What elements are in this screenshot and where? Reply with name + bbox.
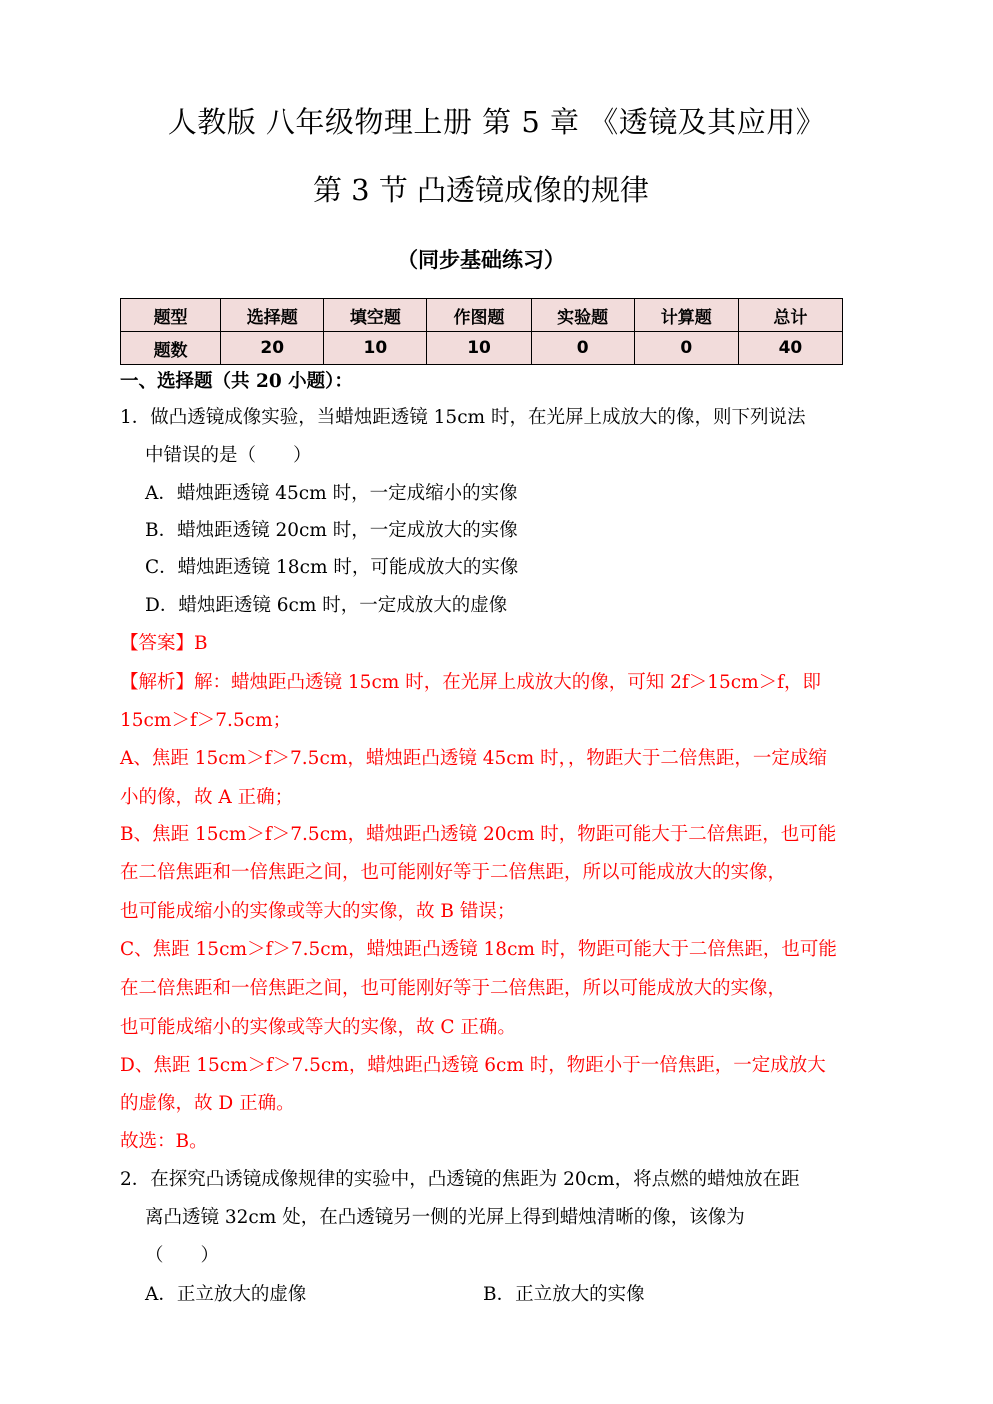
table-row: [121, 332, 843, 365]
table-cell: 0: [634, 332, 738, 365]
table-cell: 题型: [121, 299, 221, 332]
table-cell: 实验题: [531, 299, 634, 332]
analysis-line: 的虚像，故 D 正确。: [120, 1093, 295, 1114]
table-cell: 10: [324, 332, 427, 365]
question-1-option-d: D．蜡烛距透镜 6cm 时，一定成放大的虚像: [145, 595, 508, 616]
analysis-line: A、焦距 15cm＞f＞7.5cm，蜡烛距凸透镜 45cm 时，，物距大于二倍焦距，一定成缩: [120, 748, 827, 769]
document-title: 人教版 八年级物理上册 第 5 章 《透镜及其应用》: [167, 105, 826, 139]
question-2-stem-line: （ ）: [145, 1245, 220, 1266]
question-2-option-b: B．正立放大的实像: [483, 1284, 645, 1305]
question-1-stem-line: 中错误的是（ ）: [145, 445, 312, 466]
analysis-line: B、焦距 15cm＞f＞7.5cm，蜡烛距凸透镜 20cm 时，物距可能大于二倍焦距，也可能: [120, 824, 837, 845]
analysis-line: D、焦距 15cm＞f＞7.5cm，蜡烛距凸透镜 6cm 时，物距小于一倍焦距，一定成放大: [120, 1055, 826, 1076]
table-cell: 10: [427, 332, 531, 365]
analysis-line: C、焦距 15cm＞f＞7.5cm，蜡烛距凸透镜 18cm 时，物距可能大于二倍焦距，也可能: [120, 939, 837, 960]
analysis-line: 也可能成缩小的实像或等大的实像，故 B 错误；: [120, 901, 516, 922]
table-cell: 40: [738, 332, 842, 365]
analysis-line: 小的像，故 A 正确；: [120, 787, 294, 808]
table-cell: 题数: [121, 332, 221, 365]
question-1-option-c: C．蜡烛距透镜 18cm 时，可能成放大的实像: [145, 557, 519, 578]
analysis-tag: 【解析】: [120, 672, 195, 693]
answer-line: 【答案】B: [120, 633, 208, 654]
question-1-option-b: B．蜡烛距透镜 20cm 时，一定成放大的实像: [145, 520, 518, 541]
analysis-line: [120, 670, 821, 696]
table-cell: 选择题: [221, 299, 324, 332]
analysis-line: 在二倍焦距和一倍焦距之间，也可能刚好等于二倍焦距，所以可能成放大的实像，: [120, 978, 787, 999]
table-cell: 作图题: [427, 299, 531, 332]
analysis-line: 故选：B。: [120, 1131, 208, 1152]
question-2-stem-line: 离凸透镜 32cm 处，在凸透镜另一侧的光屏上得到蜡烛清晰的像，该像为: [145, 1207, 745, 1228]
table-cell: 总计: [738, 299, 842, 332]
question-2-stem-line: 2．在探究凸诱镜成像规律的实验中，凸透镜的焦距为 20cm，将点燃的蜡烛放在距: [120, 1169, 800, 1190]
question-1-stem-line: 1．做凸透镜成像实验，当蜡烛距透镜 15cm 时，在光屏上成放大的像，则下列说法: [120, 407, 806, 428]
table-cell: 计算题: [634, 299, 738, 332]
analysis-line: 15cm＞f＞7.5cm；: [120, 710, 292, 731]
table-header-row: [121, 299, 843, 332]
table-cell: 20: [221, 332, 324, 365]
question-2-option-a: A．正立放大的虚像: [145, 1284, 307, 1305]
analysis-text: 解：蜡烛距凸透镜 15cm 时，在光屏上成放大的像，可知 2f＞15cm＞f，即: [194, 672, 822, 693]
document-subtitle: （同步基础练习）: [397, 247, 565, 272]
table-cell: 0: [531, 332, 634, 365]
table-cell: 填空题: [324, 299, 427, 332]
section-title: 第 3 节 凸透镜成像的规律: [312, 173, 650, 207]
question-summary-table: [120, 298, 843, 365]
analysis-line: 在二倍焦距和一倍焦距之间，也可能刚好等于二倍焦距，所以可能成放大的实像，: [120, 862, 787, 883]
analysis-line: 也可能成缩小的实像或等大的实像，故 C 正确。: [120, 1017, 516, 1038]
section-heading: 一、选择题（共 20 小题）：: [120, 371, 353, 392]
question-1-option-a: A．蜡烛距透镜 45cm 时，一定成缩小的实像: [145, 483, 518, 504]
